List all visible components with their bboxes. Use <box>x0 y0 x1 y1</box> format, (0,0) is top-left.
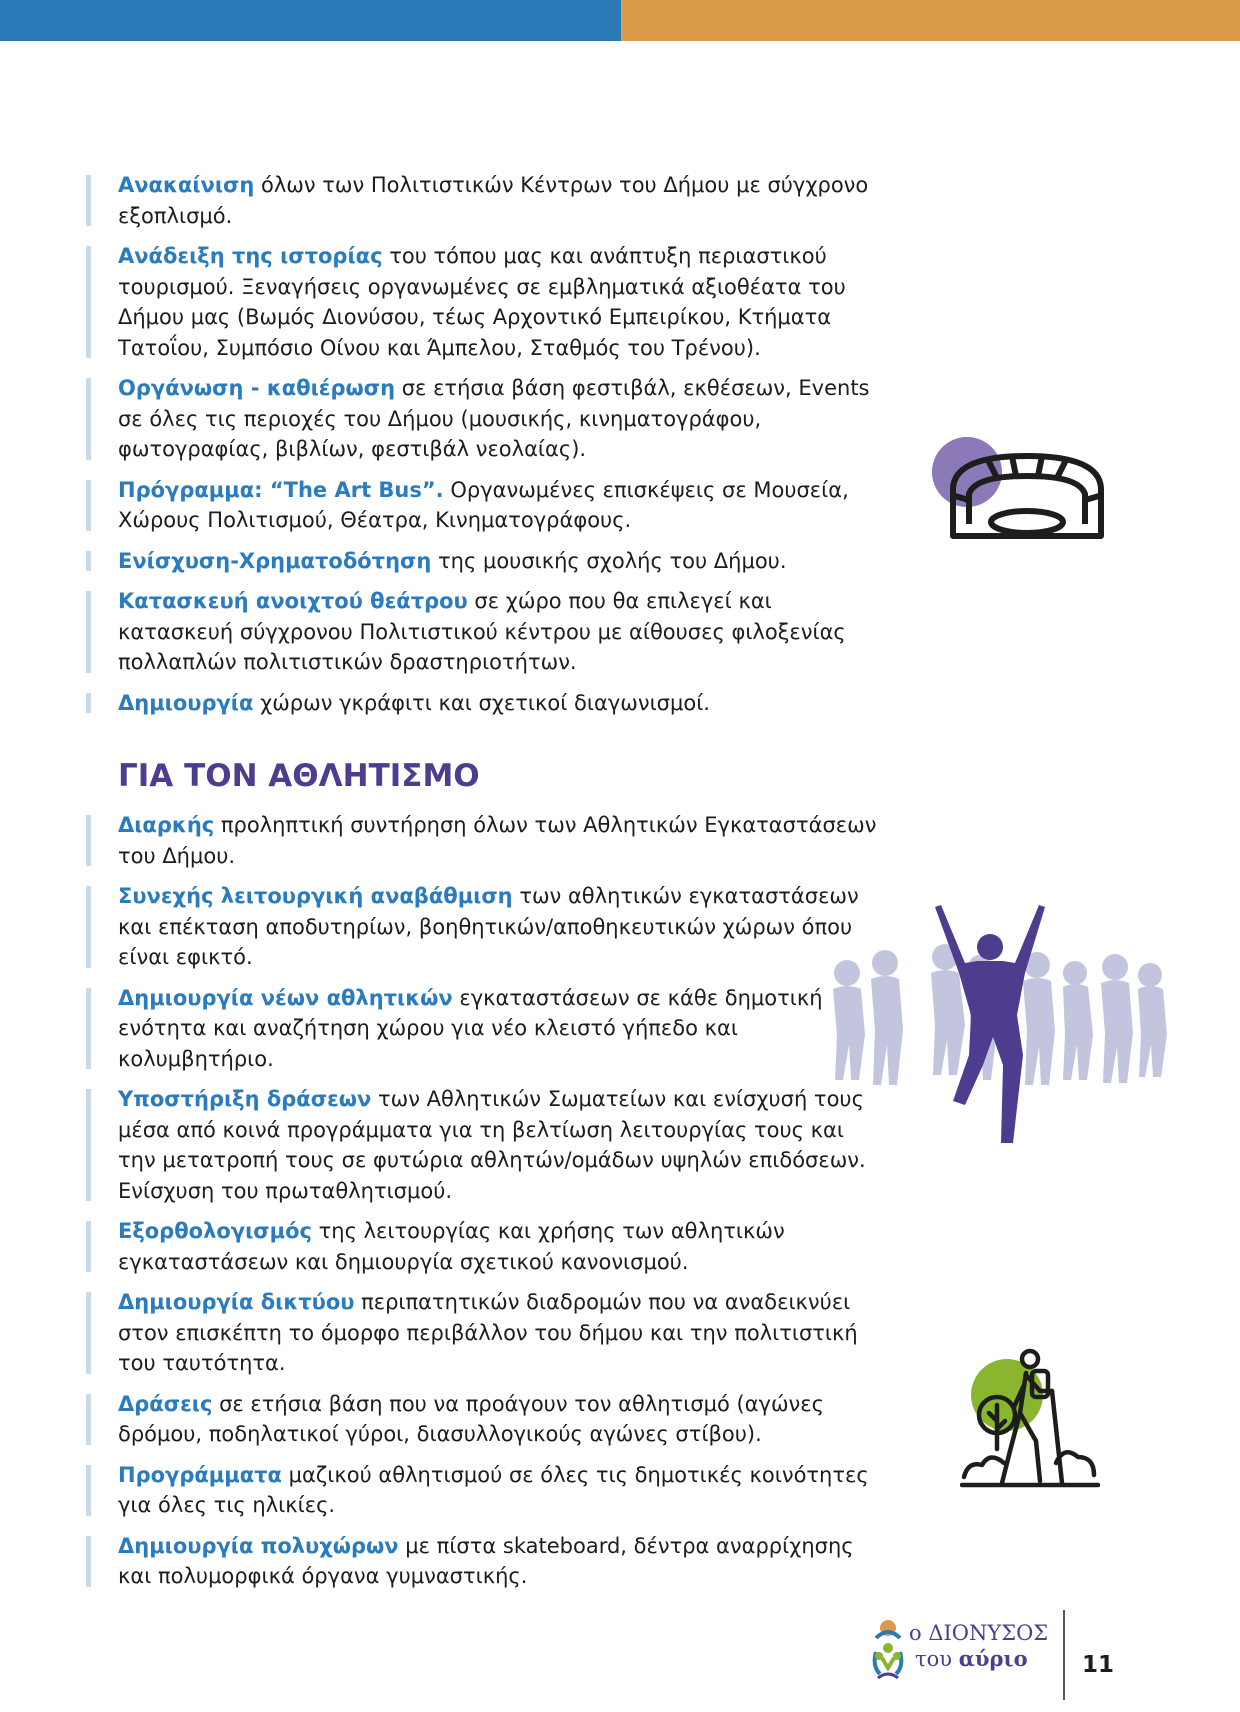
item-text: όλων των Πολιτιστικών Κέντρων του Δήμου με σύγχρονο εξοπλισμό. <box>118 173 869 228</box>
logo-line2-big: αύριο <box>958 1646 1028 1671</box>
item-text: της μουσικής σχολής του Δήμου. <box>431 548 787 573</box>
sports-list <box>86 810 886 1592</box>
sports-item <box>86 1389 886 1450</box>
item-text: εγκαταστάσεων σε κάθε δημοτική ενότητα και αναζήτηση χώρου για νέο κλειστό γήπεδο και κολυμβητήριο. <box>118 985 823 1071</box>
item-keyword: Υποστήριξη δράσεων <box>118 1087 372 1111</box>
item-text: των Αθλητικών Σωματείων και ενίσχυσή τους μέσα από κοινά προγράμματα για τη βελτίωση λειτουργίας τους και την μετατροπή τους σε φυτώρια αθλητών/ομάδων υψηλών επιδόσεων. Ενίσχυση του πρωταθλητισμού. <box>118 1087 866 1203</box>
culture-item <box>86 373 886 465</box>
item-text: με πίστα skateboard, δέντρα αναρρίχησης και πολυμορφικά όργανα γυμναστικής. <box>118 1533 854 1588</box>
culture-item <box>86 688 886 719</box>
sports-item <box>86 1460 886 1521</box>
item-keyword: Δράσεις <box>118 1391 213 1416</box>
sports-item <box>86 1531 886 1592</box>
footer-divider <box>1063 1610 1065 1700</box>
culture-item <box>86 546 886 577</box>
item-text: χώρων γκράφιτι και σχετικοί διαγωνισμοί. <box>253 690 710 715</box>
item-keyword: Κατασκευή ανοιχτού θεάτρου <box>118 589 468 613</box>
culture-item <box>86 586 886 678</box>
item-text: σε ετήσια βάση φεστιβάλ, εκθέσεων, Events σε όλες τις περιοχές του Δήμου (μουσικής, κινηματογράφου, φωτογραφίας, βιβλίων, φεστιβάλ νεολαίας). <box>118 376 870 461</box>
item-keyword: Ανάδειξη της ιστορίας <box>118 244 383 268</box>
hiker-icon <box>960 1345 1100 1505</box>
item-text: του τόπου μας και ανάπτυξη περιαστικού τουρισμού. Ξεναγήσεις οργανωμένες σε εμβληματικά αξιοθέατα του Δήμου μας (Βωμός Διονύσου, τέως Αρχοντικό Εμπειρίκου, Κτήματα Τατοΐου, Συμπόσιο Οίνου και Άμπελου, Σταθμός του Τρένου). <box>118 244 846 360</box>
logo-text <box>909 1620 1048 1672</box>
item-keyword: Προγράμματα <box>118 1462 282 1487</box>
sports-item <box>86 1216 886 1277</box>
logo-line2-small: του <box>915 1647 953 1671</box>
item-keyword: Συνεχής λειτουργική αναβάθμιση <box>118 884 513 908</box>
culture-item <box>86 475 886 536</box>
page-number: 11 <box>1082 1652 1115 1678</box>
item-text: μαζικού αθλητισμού σε όλες τις δημοτικές κοινότητες για όλες τις ηλικίες. <box>118 1462 869 1517</box>
logo-icon <box>868 1618 908 1684</box>
item-keyword: Οργάνωση - καθιέρωση <box>118 376 396 400</box>
item-text: της λειτουργίας και χρήσης των αθλητικών εγκαταστάσεων και δημιουργία σχετικού κανονισμού. <box>118 1219 785 1274</box>
main-content <box>86 170 886 1602</box>
item-text: σε χώρο που θα επιλεγεί και κατασκευή σύγχρονου Πολιτιστικού κέντρου με αίθουσες φιλοξενίας πολλαπλών πολιτιστικών δραστηριοτήτων. <box>118 589 846 674</box>
item-text: περιπατητικών διαδρομών που να αναδεικνύει στον επισκέπτη το όμορφο περιβάλλον του δήμου και την πολιτιστική του ταυτότητα. <box>118 1290 858 1375</box>
item-keyword: Δημιουργία νέων αθλητικών <box>118 985 453 1010</box>
footer-logo <box>868 1614 1068 1688</box>
sports-item <box>86 810 886 871</box>
sports-item <box>86 1287 886 1379</box>
item-text: των αθλητικών εγκαταστάσεων και επέκταση αποδυτηρίων, βοηθητικών/αποθηκευτικών χώρων όπου είναι εφικτό. <box>118 884 859 969</box>
sports-item <box>86 881 886 973</box>
item-keyword: Διαρκής <box>118 813 215 837</box>
runners-icon <box>825 905 1170 1145</box>
section-heading-sports: ΓΙΑ ΤΟΝ ΑΘΛΗΤΙΣΜΟ <box>118 758 480 794</box>
logo-line2 <box>909 1646 1048 1672</box>
theater-icon <box>925 436 1125 556</box>
item-text: Οργανωμένες επισκέψεις σε Μουσεία, Χώρους Πολιτισμού, Θέατρα, Κινηματογράφους. <box>118 477 849 532</box>
item-keyword: Εξορθολογισμός <box>118 1219 312 1243</box>
top-bar-orange <box>621 0 1240 41</box>
culture-list <box>86 170 886 718</box>
item-keyword: Ενίσχυση-Χρηματοδότηση <box>118 548 432 573</box>
item-keyword: Ανακαίνιση <box>118 173 255 197</box>
item-keyword: Δημιουργία δικτύου <box>118 1290 355 1314</box>
culture-item <box>86 170 886 231</box>
top-color-bar <box>0 0 1240 41</box>
top-bar-blue <box>0 0 621 41</box>
sports-item <box>86 983 886 1075</box>
culture-item <box>86 241 886 363</box>
item-keyword: Πρόγραμμα: “The Art Bus”. <box>118 477 444 502</box>
item-keyword: Δημιουργία <box>118 690 254 715</box>
sports-item <box>86 1084 886 1206</box>
logo-line1: ο ΔΙΟΝΥΣΟΣ <box>909 1621 1049 1645</box>
item-text: σε ετήσια βάση που να προάγουν τον αθλητισμό (αγώνες δρόμου, ποδηλατικοί γύροι, διασυλλογικούς αγώνες στίβου). <box>118 1391 824 1446</box>
item-text: προληπτική συντήρηση όλων των Αθλητικών Εγκαταστάσεων του Δήμου. <box>118 813 877 868</box>
item-keyword: Δημιουργία πολυχώρων <box>118 1533 399 1558</box>
